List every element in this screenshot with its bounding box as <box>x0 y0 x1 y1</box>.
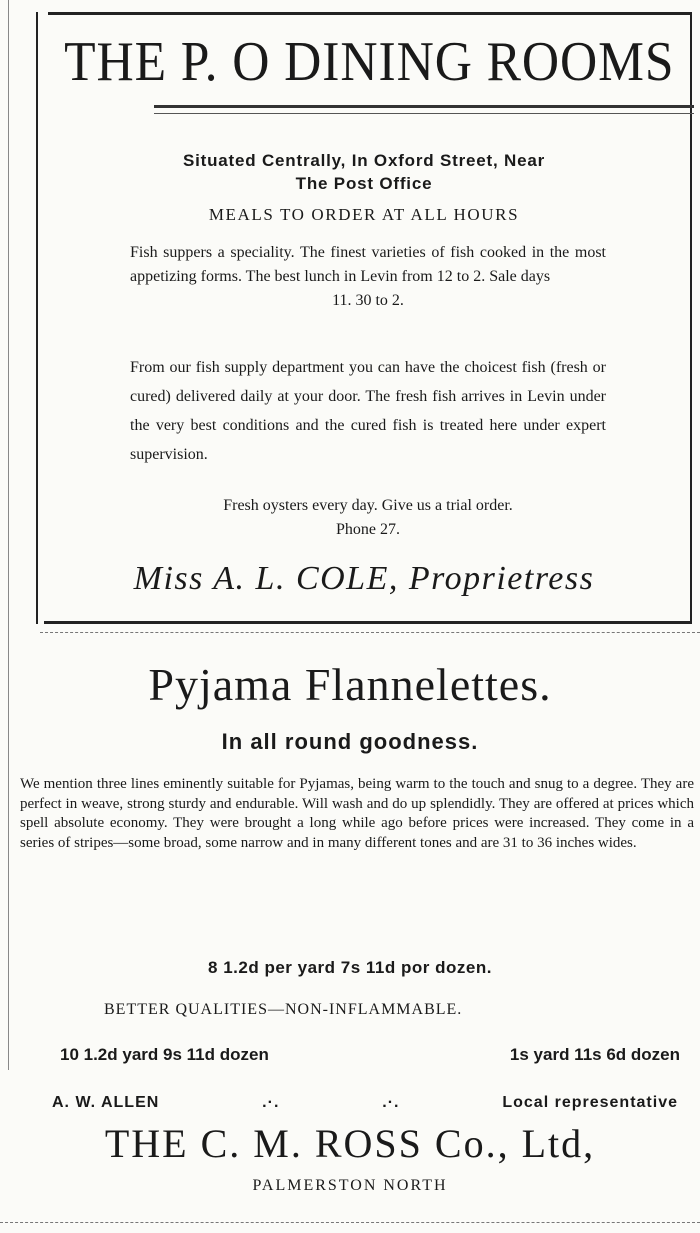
location-line-1: Situated Centrally, In Oxford Street, Near <box>182 151 546 170</box>
location-line-2: The Post Office <box>295 174 433 193</box>
proprietor-signature: Miss A. L. COLE, Proprietress <box>133 560 595 597</box>
paragraph-fish-supply: From our fish supply department you can have the choicest fish (fresh or cured) delivered daily at your door. The fresh fish arrives in Levin under the very best conditions and the cured fish is treated here under expert supervision. <box>130 359 606 463</box>
bottom-rule <box>44 621 690 624</box>
paragraph-oysters <box>130 494 606 542</box>
separator-dots-1: .·. <box>262 1094 280 1111</box>
price-better-right: 1s yard 11s 6d dozen <box>509 1045 680 1064</box>
sale-days-time: 11. 30 to 2. <box>332 292 404 309</box>
price-line-standard: 8 1.2d per yard 7s 11d por dozen. <box>208 958 492 977</box>
dining-rooms-advertisement <box>36 12 692 624</box>
page-edge-line <box>8 0 9 1070</box>
suppers-text: Fish suppers a speciality. The finest varieties of fish cooked in the most appetizing forms. The best lunch in Levin from 12 to 2. Sale days <box>130 244 606 285</box>
pyjama-ad-subtitle: In all round goodness. <box>221 729 479 754</box>
agent-name: A. W. ALLEN <box>52 1094 160 1111</box>
separator-dots-2: .·. <box>382 1094 400 1111</box>
better-qualities-heading: BETTER QUALITIES—NON-INFLAMMABLE. <box>104 1001 463 1018</box>
company-name: THE C. M. ROSS Co., Ltd, <box>104 1121 596 1166</box>
company-town: PALMERSTON NORTH <box>252 1177 448 1194</box>
location-text <box>58 149 670 195</box>
phone-number: Phone 27. <box>336 521 400 538</box>
pyjama-ad-body: We mention three lines eminently suitable for Pyjamas, being warm to the touch and snug to a degree. They are perfect in weave, strong sturdy and endurable. Will wash and do up splendidly. They are offered at prices which spell absolute economy. They were brought a long while ago before prices were increased. They come in a series of stripes—some broad, some narrow and in many different tones and are 31 to 36 inches wides. <box>20 776 694 851</box>
ad-title: THE P. O DINING ROOMS <box>64 31 675 93</box>
price-better-left: 10 1.2d yard 9s 11d dozen <box>60 1045 269 1064</box>
price-row-better <box>60 1045 680 1065</box>
meals-heading: MEALS TO ORDER AT ALL HOURS <box>208 205 520 224</box>
title-underline-thin <box>154 113 694 114</box>
paragraph-suppers <box>130 241 606 313</box>
oysters-text: Fresh oysters every day. Give us a trial order. <box>223 497 513 514</box>
top-rule <box>48 12 690 15</box>
column-divider <box>40 632 700 633</box>
representative-row <box>52 1094 678 1112</box>
title-underline <box>154 105 694 108</box>
agent-role: Local representative <box>502 1094 678 1111</box>
bottom-divider <box>0 1222 700 1223</box>
pyjama-ad-title: Pyjama Flannelettes. <box>148 659 552 710</box>
